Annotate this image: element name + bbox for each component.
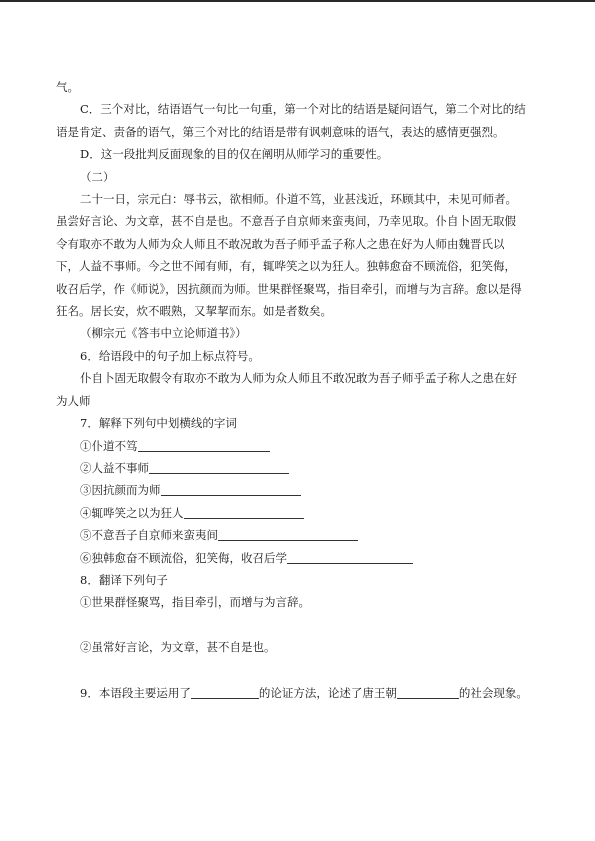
question-6-sentence-line1: 仆自卜固无取假令有取亦不敢为人师为众人师且不敢况敢为吾子师乎孟子称人之患在好 [80,371,517,386]
question-6: 6．给语段中的句子加上标点符号。 [80,348,260,363]
q7-item-3 [56,479,544,501]
passage-line-3: 令有取亦不敢为人师为众人师且不敢况敢为吾子师乎孟子称人之患在好为人师由魏晋氏以 [56,236,505,251]
q7-item-4-text: ④辄哗笑之以为狂人 [80,505,184,520]
question-9 [56,682,544,704]
q9-answer-blank-2[interactable] [397,684,459,699]
q9-answer-blank-1[interactable] [191,684,259,699]
q7-item-4-answer-blank[interactable] [184,504,304,519]
q7-item-1-text: ①仆道不笃 [80,438,138,453]
passage-source: （柳宗元《答韦中立论师道书》） [80,326,247,341]
q7-item-6-text: ⑥独韩愈奋不顾流俗，犯笑侮，收召后学 [80,550,287,565]
q8-sentence-2: ②虽常好言论，为文章，甚不自是也。 [80,639,276,654]
q7-item-5 [56,524,544,546]
q7-item-4 [56,502,544,524]
q8-answer-space-1 [56,614,544,636]
q7-item-3-answer-blank[interactable] [161,481,301,496]
question-7: 7．解释下列句中划横线的字词 [80,416,237,431]
passage-line-6: 狂名。居长安，炊不暇熟，又挈挈而东。如是者数矣。 [56,304,332,319]
q7-item-1 [56,435,544,457]
section-heading: （二） [80,169,115,184]
q7-item-2-answer-blank[interactable] [149,459,289,474]
option-c-line1: C．三个对比，结语语气一句比一句重，第一个对比的结语是疑问语气，第二个对比的结 [80,102,526,117]
option-c-line2: 语是肯定、责备的语气，第三个对比的结语是带有讽刺意味的语气，表达的感情更强烈。 [56,124,505,139]
q7-item-2 [56,457,544,479]
q8-answer-space-2 [56,658,544,682]
q9-text-part2: 的论证方法，论述了唐王朝 [258,686,397,701]
document-page [56,76,544,705]
passage-line-4: 下，人益不事师。今之世不闻有师，有，辄哗笑之以为狂人。独韩愈奋不顾流俗，犯笑侮， [56,259,516,274]
q7-item-2-text: ②人益不事师 [80,460,149,475]
question-6-sentence-line2: 为人师 [56,393,91,408]
passage-line-1: 二十一日，宗元白：辱书云，欲相师。仆道不笃，业甚浅近，环顾其中，未见可师者。 [80,192,517,207]
passage-line-5: 收召后学，作《师说》，因抗颜而为师。世果群怪聚骂，指目牵引，而增与为言辞。愈以是得 [56,281,522,296]
question-8: 8．翻译下列句子 [80,572,168,587]
q9-text-part1: 9．本语段主要运用了 [80,686,191,701]
q7-item-6 [56,547,544,569]
q9-text-part3: 的社会现象。 [458,686,528,701]
q7-item-5-text: ⑤不意吾子自京师来蛮夷间 [80,528,218,543]
q7-item-3-text: ③因抗颜而为师 [80,483,161,498]
q7-item-5-answer-blank[interactable] [218,526,358,541]
passage-line-2: 虽尝好言论、为文章，甚不自是也。不意吾子自京师来蛮夷间，乃幸见取。仆自卜固无取假 [56,214,516,229]
q7-item-1-answer-blank[interactable] [138,437,270,452]
top-border-rule [0,0,595,2]
q7-item-6-answer-blank[interactable] [287,549,413,564]
option-b-tail: 气。 [56,80,79,94]
q8-sentence-1: ①世果群怪聚骂，指目牵引，而增与为言辞。 [80,595,310,610]
option-d: D．这一段批判反面现象的目的仅在阐明从师学习的重要性。 [80,147,389,162]
